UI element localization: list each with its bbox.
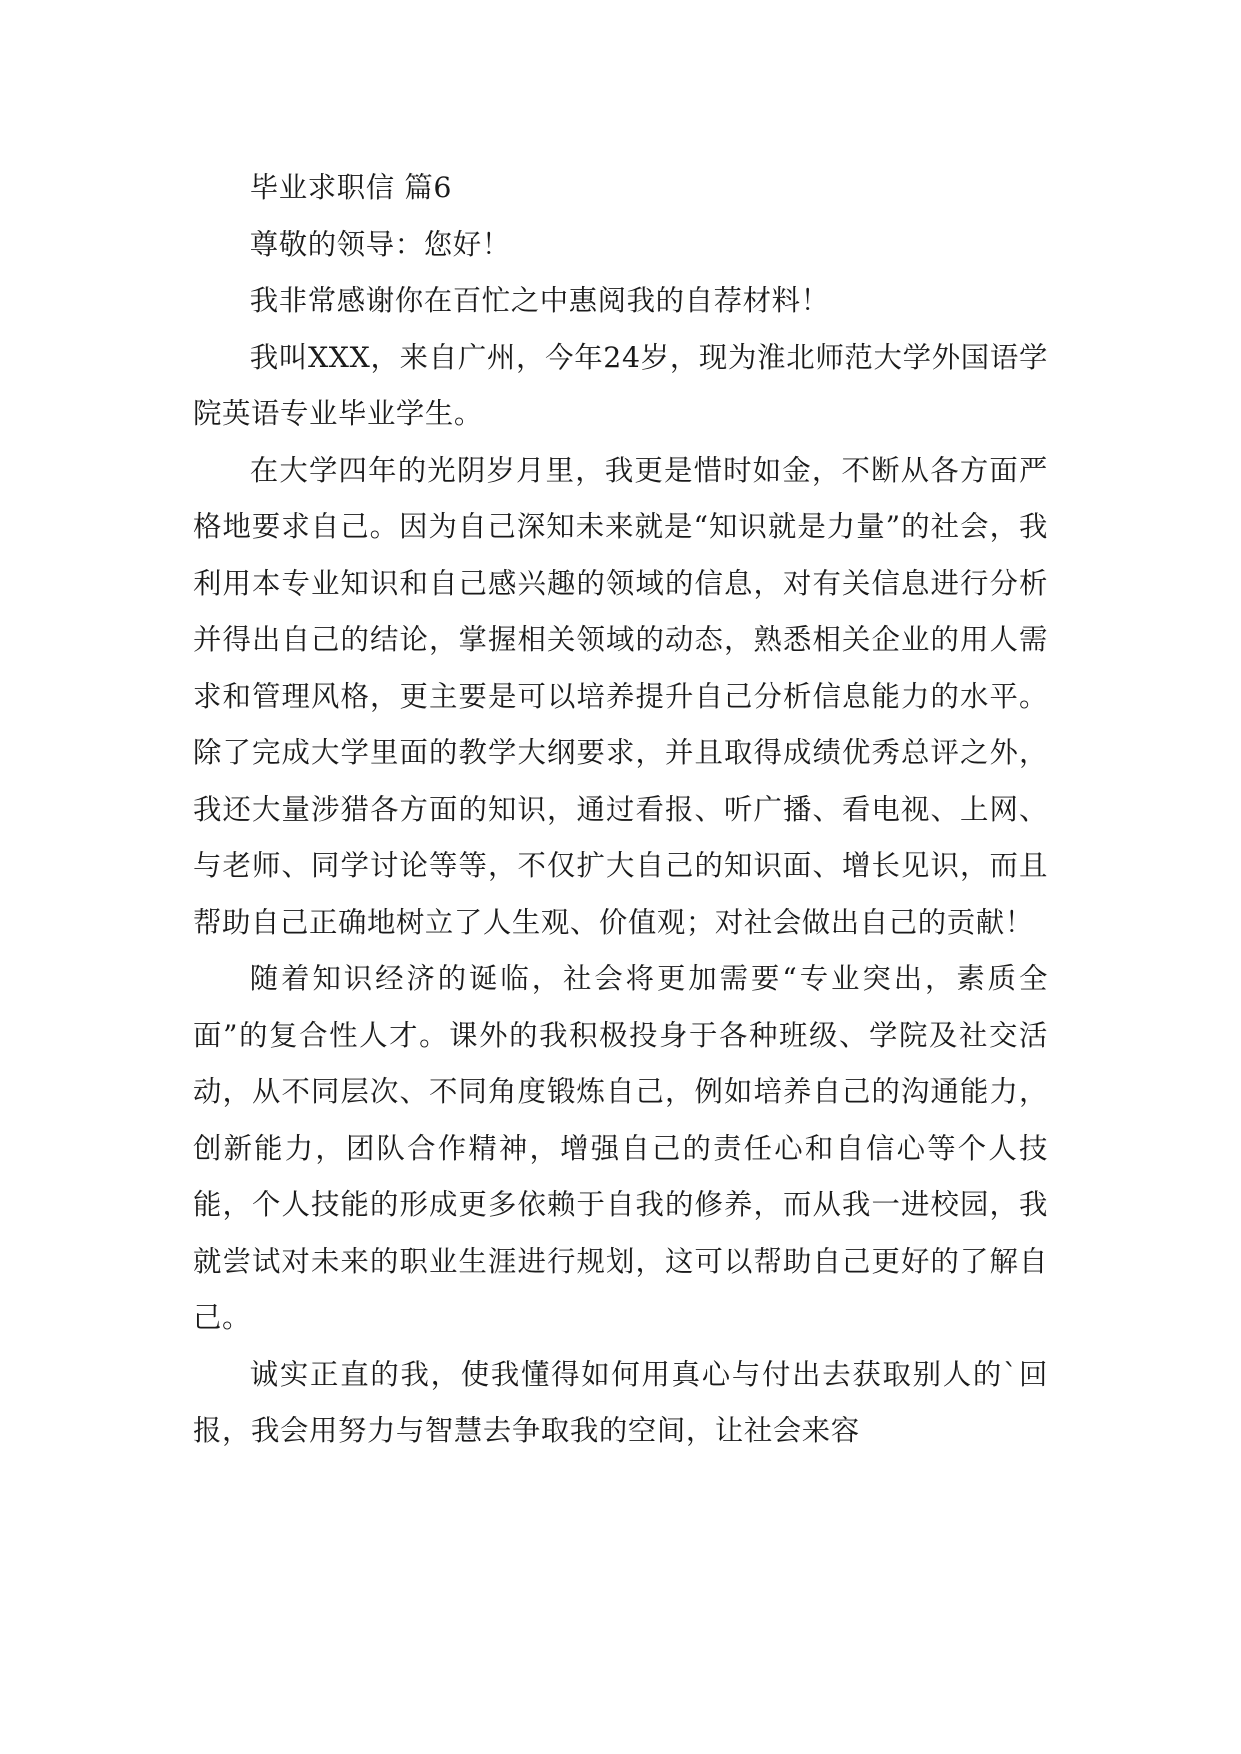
document-body [193,160,1048,1460]
paragraph-university: 在大学四年的光阴岁月里，我更是惜时如金，不断从各方面严格地要求自己。因为自己深知未来就是“知识就是力量”的社会，我利用本专业知识和自己感兴趣的领域的信息，对有关信息进行分析并得出自己的结论，掌握相关领域的动态，熟悉相关企业的用人需求和管理风格，更主要是可以培养提升自己分析信息能力的水平。除了完成大学里面的教学大纲要求，并且取得成绩优秀总评之外，我还大量涉猎各方面的知识，通过看报、听广播、看电视、上网、与老师、同学讨论等等，不仅扩大自己的知识面、增长见识，而且帮助自己正确地树立了人生观、价值观；对社会做出自己的贡献！ [193,453,1048,939]
salutation: 尊敬的领导：您好！ [249,227,511,261]
paragraph-activities: 随着知识经济的诞临，社会将更加需要“专业突出，素质全面”的复合性人才。课外的我积极投身于各种班级、学院及社交活动，从不同层次、不同角度锻炼自己，例如培养自己的沟通能力，创新能力，团队合作精神，增强自己的责任心和自信心等个人技能，个人技能的形成更多依赖于自我的修养，而从我一进校园，我就尝试对未来的职业生涯进行规划，这可以帮助自己更好的了解自己。 [193,962,1048,1334]
paragraph-character: 诚实正直的我，使我懂得如何用真心与付出去获取别人的`回报，我会用努力与智慧去争取我的空间，让社会来容 [193,1357,1048,1447]
document-title: 毕业求职信 篇6 [249,171,453,204]
paragraph-intro: 我叫XXX，来自广州，今年24岁，现为淮北师范大学外国语学院英语专业毕业学生。 [193,340,1048,430]
paragraph-thanks: 我非常感谢你在百忙之中惠阅我的自荐材料！ [249,284,830,317]
